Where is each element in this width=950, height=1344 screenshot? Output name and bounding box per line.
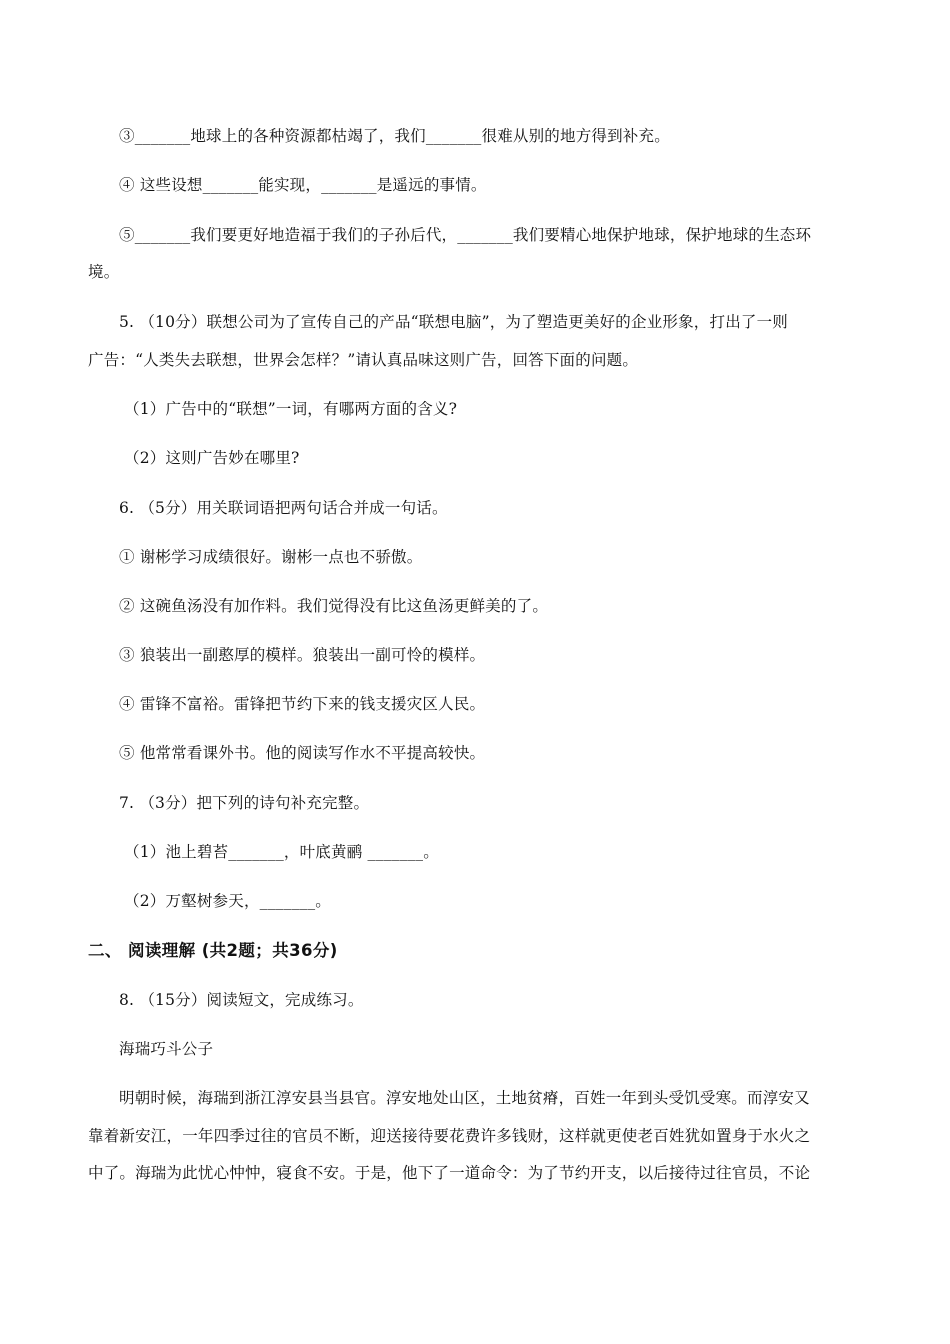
question-4-item-3: ③_______地球上的各种资源都枯竭了，我们_______很难从别的地方得到补充。: [119, 127, 670, 145]
question-6-item-1: ① 谢彬学习成绩很好。谢彬一点也不骄傲。: [119, 548, 423, 566]
question-6-item-4: ④ 雷锋不富裕。雷锋把节约下来的钱支援灾区人民。: [119, 695, 486, 713]
passage-line-1: 明朝时候，海瑞到浙江淳安县当县官。淳安地处山区，土地贫瘠，百姓一年到头受饥受寒。而淳安又: [119, 1089, 810, 1107]
question-5-sub-1: （1）广告中的“联想”一词，有哪两方面的含义?: [124, 400, 458, 418]
question-4-item-5-line-2: 境。: [88, 263, 120, 281]
question-6-item-2: ② 这碗鱼汤没有加作料。我们觉得没有比这鱼汤更鲜美的了。: [119, 597, 549, 615]
question-6-item-5: ⑤ 他常常看课外书。他的阅读写作水不平提高较快。: [119, 744, 486, 762]
question-7-sub-2: （2）万壑树参天，_______。: [124, 892, 332, 910]
question-6-item-3: ③ 狼装出一副憨厚的模样。狼装出一副可怜的模样。: [119, 646, 486, 664]
question-4-item-4: ④ 这些设想_______能实现，_______是遥远的事情。: [119, 176, 487, 194]
question-8-stem: 8. （15分）阅读短文，完成练习。: [119, 991, 364, 1009]
section-heading-reading: 二、 阅读理解 (共2题；共36分): [88, 941, 338, 960]
passage-title: 海瑞巧斗公子: [119, 1040, 214, 1058]
passage-line-3: 中了。海瑞为此忧心忡忡，寝食不安。于是，他下了一道命令：为了节约开支，以后接待过往官员，不论: [88, 1164, 811, 1182]
passage-line-2: 靠着新安江，一年四季过往的官员不断，迎送接待要花费许多钱财，这样就更使老百姓犹如置身于水火之: [88, 1127, 811, 1145]
question-7-stem: 7. （3分）把下列的诗句补充完整。: [119, 794, 370, 812]
question-7-sub-1: （1）池上碧苔_______，叶底黄鹂 _______。: [124, 843, 439, 861]
question-5-stem-line-2: 广告：“人类失去联想，世界会怎样？”请认真品味这则广告，回答下面的问题。: [88, 351, 639, 369]
question-4-item-5-line-1: ⑤_______我们要更好地造福于我们的子孙后代，_______我们要精心地保护地球，保护地球的生态环: [119, 226, 812, 244]
question-5-sub-2: （2）这则广告妙在哪里?: [124, 449, 300, 467]
question-6-stem: 6. （5分）用关联词语把两句话合并成一句话。: [119, 499, 448, 517]
question-5-stem-line-1: 5. （10分）联想公司为了宣传自己的产品“联想电脑”，为了塑造更美好的企业形象，打出了一则: [119, 313, 788, 331]
